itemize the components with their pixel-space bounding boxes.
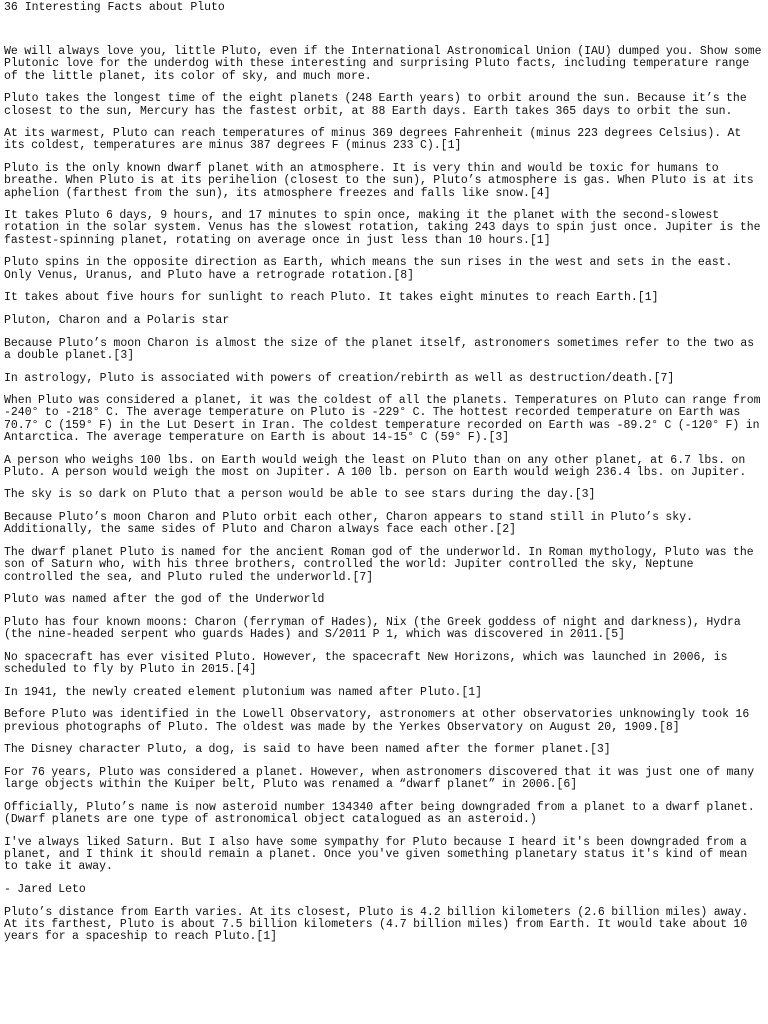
paragraph-sunlight: It takes about five hours for sunlight to reach Pluto. It takes eight minutes to reach Earth.[1] — [4, 291, 659, 305]
paragraph-intro: We will always love you, little Pluto, even if the International Astronomical Union (IAU) dumped you. Show some Plutonic love for the underdog with these interesting and surprising Pluto facts, including temperature range of the little planet, its color of sky, and much more. — [4, 45, 762, 83]
paragraph-plutonium: In 1941, the newly created element plutonium was named after Pluto.[1] — [4, 685, 483, 699]
paragraph-moons: Pluto has four known moons: Charon (ferryman of Hades), Nix (the Greek goddess of night and darkness), Hydra (the nine-headed serpent who guards Hades) and S/2011 P 1, which was discovered in 2011.[5] — [4, 615, 741, 642]
paragraph-orbit: Pluto takes the longest time of the eight planets (248 Earth years) to orbit around the sun. Because it’s the closest to the sun, Mercury has the fastest orbit, at 88 Earth days. Earth takes 365 days to orbit the sun. — [4, 92, 747, 118]
document-title: 36 Interesting Facts about Pluto — [4, 1, 225, 14]
document-body — [4, 46, 766, 943]
document-page — [4, 0, 766, 954]
paragraph-charon-orbit: Because Pluto’s moon Charon and Pluto orbit each other, Charon appears to stand still in Pluto’s sky. Additionally, the same sides of Pluto and Charon always face each other.[2] — [4, 511, 694, 537]
paragraph-quote: I've always liked Saturn. But I also have some sympathy for Pluto because I heard it's been downgraded from a planet, and I think it should remain a planet. Once you've given something planetary status it's kind of mean to take it away. — [4, 835, 748, 874]
paragraph-rotation: It takes Pluto 6 days, 9 hours, and 17 minutes to spin once, making it the planet with the second-slowest rotation in the solar system. Venus has the slowest rotation, taking 243 days to spin just once. Jupiter is the fastest-spinning planet, rotating on average once in just less than 10 hours.[1] — [4, 209, 761, 247]
paragraph-dwarf-planet: For 76 years, Pluto was considered a planet. However, when astronomers discovered that it was just one of many large objects within the Kuiper belt, Pluto was renamed a “dwarf planet” in 2006.[6] — [4, 766, 755, 792]
paragraph-disney: The Disney character Pluto, a dog, is said to have been named after the former planet.[3] — [4, 743, 611, 757]
paragraph-astrology: In astrology, Pluto is associated with powers of creation/rebirth as well as destruction/death.[7] — [4, 371, 675, 385]
paragraph-asteroid-number: Officially, Pluto’s name is now asteroid number 134340 after being downgraded from a planet to a dwarf planet. (Dwarf planets are one type of astronomical object catalogued as an asteroid.) — [4, 800, 755, 827]
paragraph-photographs: Before Pluto was identified in the Lowell Observatory, astronomers at other observatories unknowingly took 16 previous photographs of Pluto. The oldest was made by the Yerkes Observatory on August 20, 1909.[8] — [4, 708, 750, 734]
paragraph-spacecraft: No spacecraft has ever visited Pluto. However, the spacecraft New Horizons, which was launched in 2006, is scheduled to fly by Pluto in 2015.[4] — [4, 650, 728, 677]
paragraph-dark-sky: The sky is so dark on Pluto that a person would be able to see stars during the day.[3] — [4, 488, 596, 502]
paragraph-mythology: The dwarf planet Pluto is named for the ancient Roman god of the underworld. In Roman mythology, Pluto was the son of Saturn who, with his three brothers, controlled the world: Jupiter controlled the sky, Neptune controlled the sea, and Pluto ruled the underworld.[7] — [4, 546, 754, 584]
paragraph-weight: A person who weighs 100 lbs. on Earth would weigh the least on Pluto than on any other planet, at 6.7 lbs. on Pluto. A person would weigh the most on Jupiter. A 100 lb. person on Earth would weigh 236.4 lbs. on Jupiter. — [4, 453, 747, 479]
paragraph-retrograde: Pluto spins in the opposite direction as Earth, which means the sun rises in the west and sets in the east. Only Venus, Uranus, and Pluto have a retrograde rotation.[8] — [4, 256, 733, 282]
paragraph-temperature: At its warmest, Pluto can reach temperatures of minus 369 degrees Fahrenheit (minus 223 degrees Celsius). At its coldest, temperatures are minus 387 degrees F (minus 233 C).[1] — [4, 127, 742, 153]
paragraph-coldest: When Pluto was considered a planet, it was the coldest of all the planets. Temperatures on Pluto can range from -240° to -218° C. The average temperature on Pluto is -229° C. The hottest recorded temperature on Earth was 70.7° C (159° F) in the Lut Desert in Iran. The coldest temperature recorded on Earth was -89.2° C (-120° F) in Antarctica. The average temperature on Earth is about 14-15° C (59° F).[3] — [4, 394, 761, 444]
paragraph-quote-author: - Jared Leto — [4, 882, 86, 896]
paragraph-atmosphere: Pluto is the only known dwarf planet with an atmosphere. It is very thin and would be toxic for humans to breathe. When Pluto is at its perihelion (closest to the sun), Pluto’s atmosphere is gas. When Pluto is at its aphelion (farthest from the sun), its atmosphere freezes and falls like snow.[4] — [4, 162, 754, 200]
paragraph-caption-underworld: Pluto was named after the god of the Underworld — [4, 593, 325, 607]
paragraph-double-planet: Because Pluto’s moon Charon is almost the size of the planet itself, astronomers sometimes refer to the two as a double planet.[3] — [4, 336, 755, 362]
paragraph-distance: Pluto’s distance from Earth varies. At its closest, Pluto is 4.2 billion kilometers (2.6 billion miles) away. At its farthest, Pluto is about 7.5 billion kilometers (4.7 billion miles) from Earth. It would take about 10 years for a spaceship to reach Pluto.[1] — [4, 905, 749, 944]
paragraph-caption-charon: Pluton, Charon and a Polaris star — [4, 313, 230, 327]
